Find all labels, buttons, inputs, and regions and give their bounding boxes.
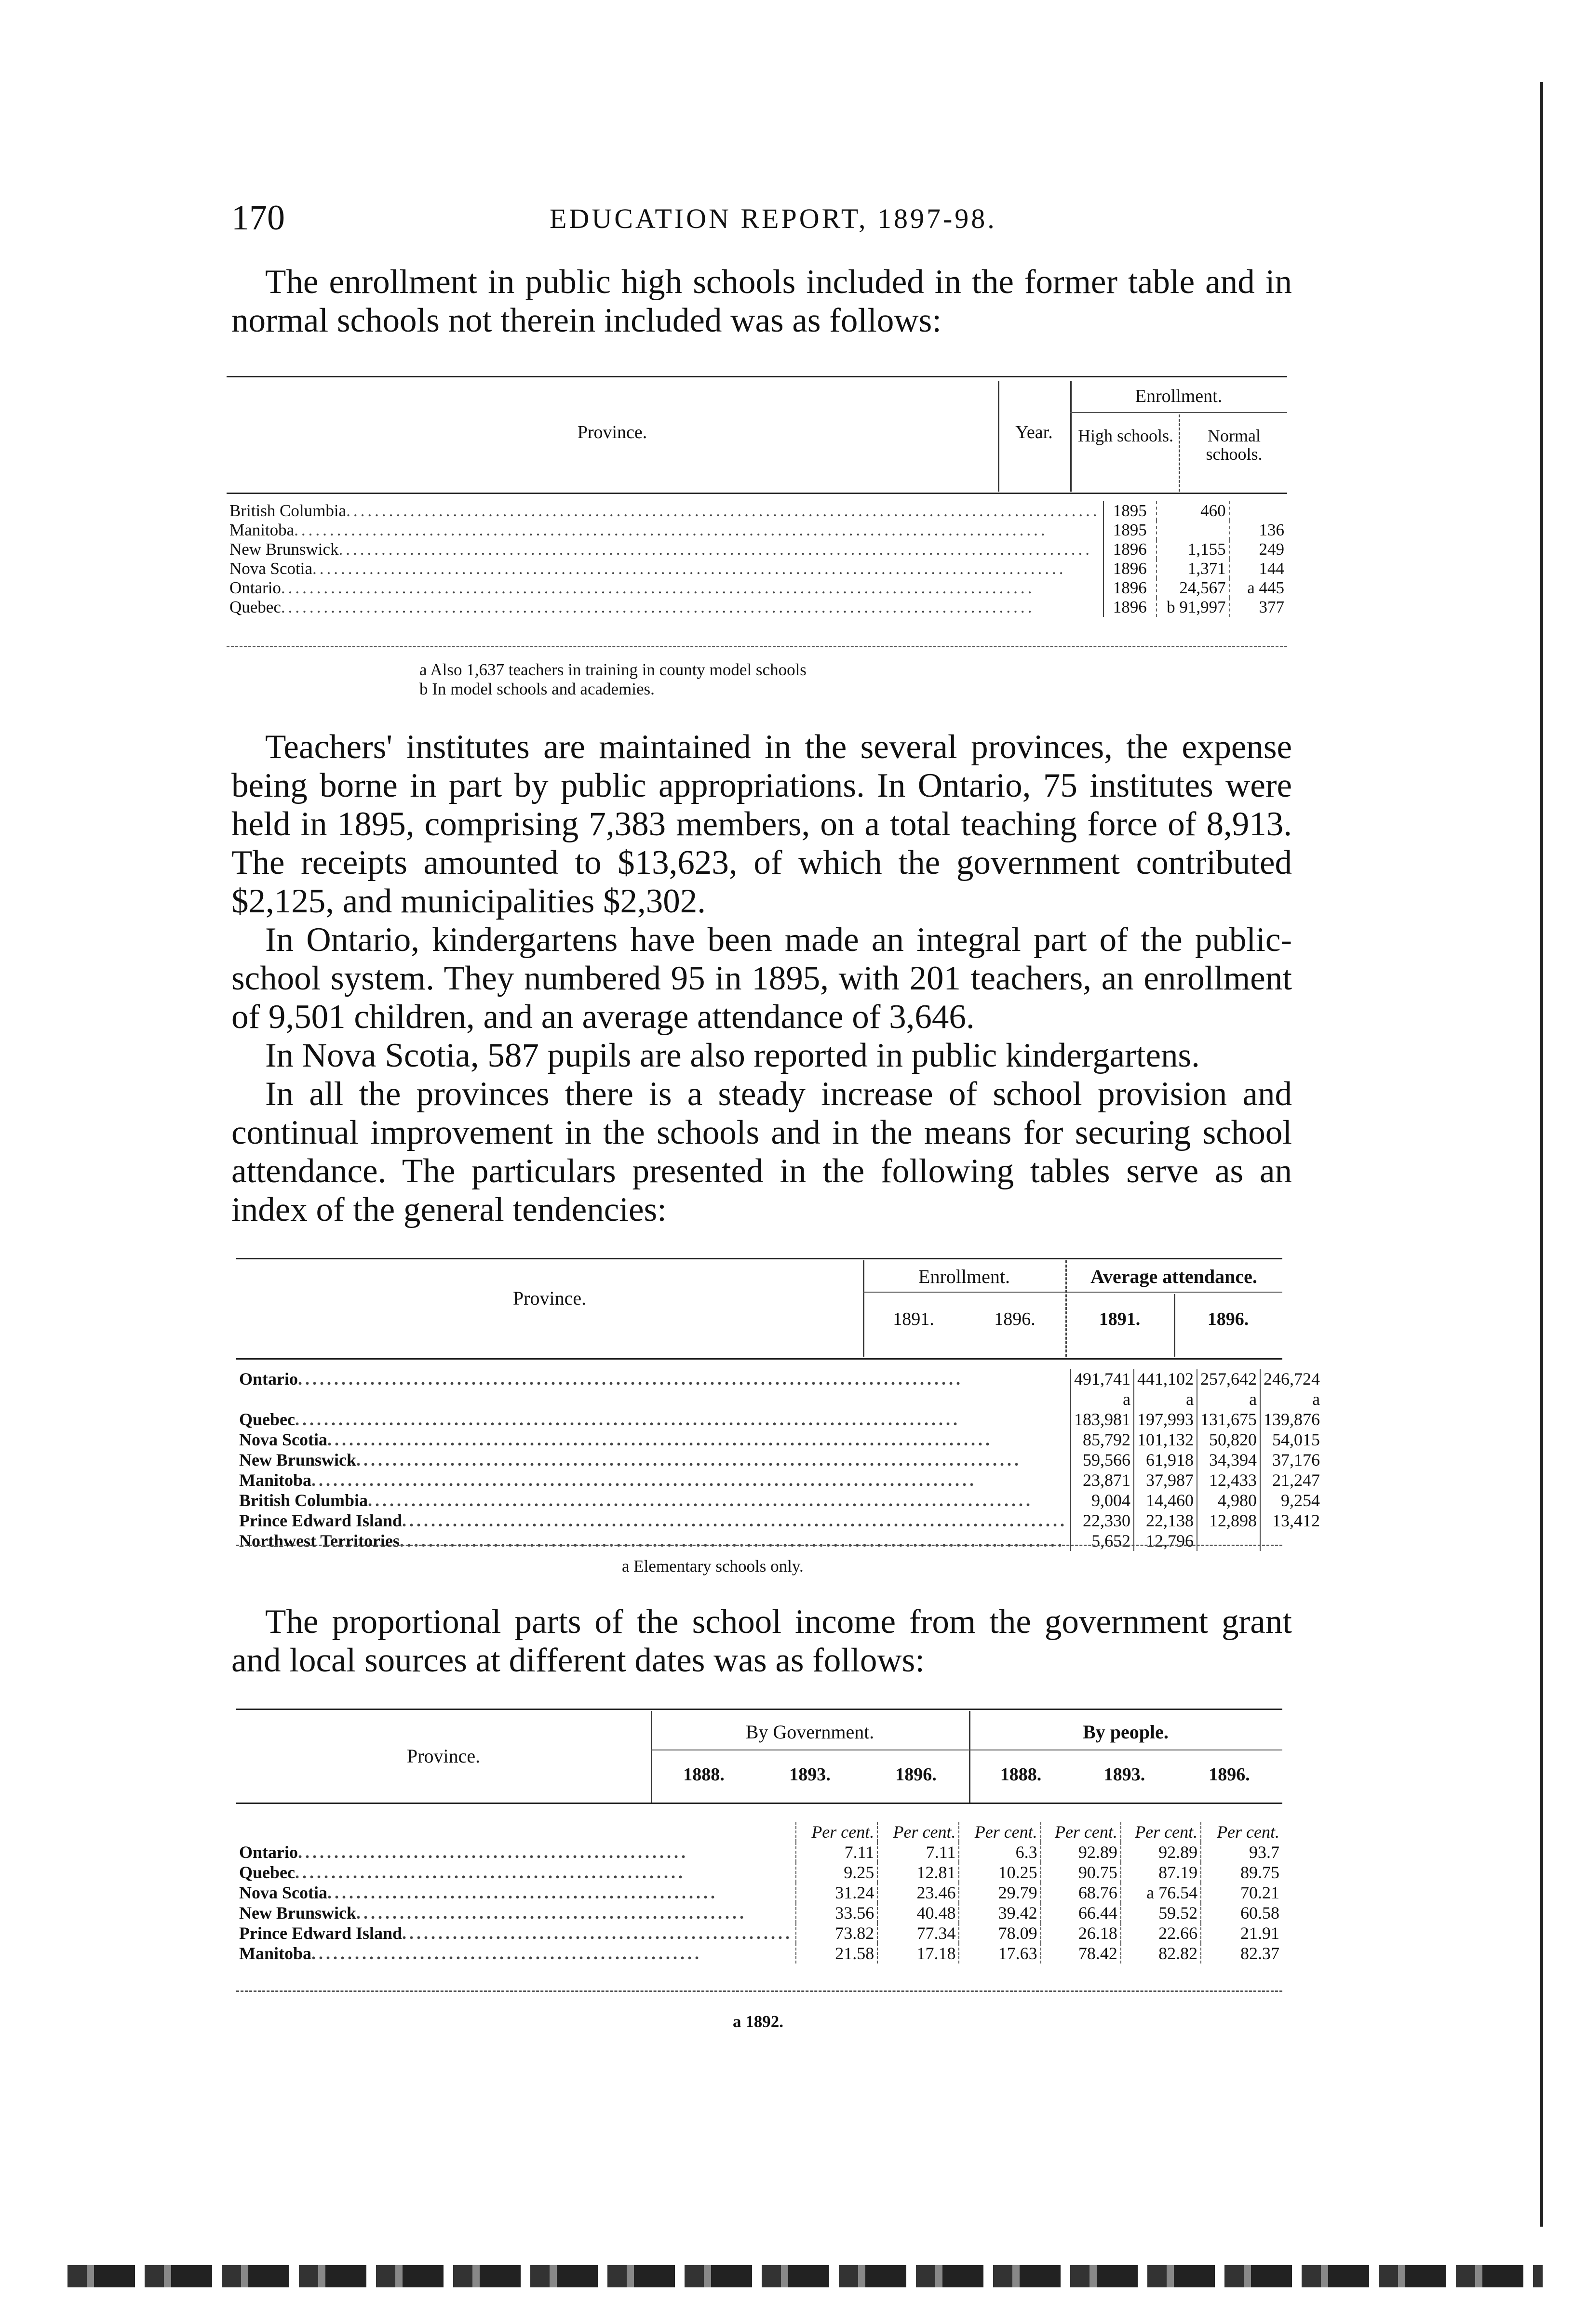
leader-dots: .......................................................................................................... — [281, 578, 1035, 597]
gov-1888-cell: 7.11 — [796, 1842, 877, 1862]
table2-header — [236, 1260, 1282, 1357]
table1-group-rule — [1070, 412, 1287, 413]
running-title: EDUCATION REPORT, 1897-98. — [550, 203, 997, 234]
gov-1896-cell: 6.3 — [959, 1842, 1040, 1862]
table2-top-rule — [236, 1258, 1282, 1259]
enroll-1896-cell: 441,102 — [1134, 1369, 1197, 1389]
year-cell: 1895 — [1103, 501, 1157, 521]
enroll-1896-cell: a 197,993 — [1134, 1389, 1197, 1429]
page-header — [231, 198, 1302, 241]
leader-dots: .......................................................................................................... — [338, 540, 1092, 559]
enroll-1896-cell: 37,987 — [1134, 1470, 1197, 1490]
paragraph-nova-scotia: In Nova Scotia, 587 pupils are also reported in public kindergartens. — [265, 1037, 1200, 1074]
province-name: Prince Edward Island — [239, 1923, 403, 1943]
year-cell: 1896 — [1103, 598, 1157, 617]
table3-header-rule — [236, 1803, 1282, 1804]
high-cell: b 91,997 — [1157, 598, 1229, 617]
high-cell: 1,371 — [1157, 559, 1229, 578]
people-1888-cell: 78.42 — [1041, 1943, 1121, 1963]
leader-dots: .......................................................................................................... — [312, 559, 1066, 578]
table1-header — [227, 381, 1287, 492]
table-row — [236, 1903, 1282, 1923]
enroll-1891-cell: 491,741 — [1071, 1369, 1134, 1389]
table-row — [236, 1531, 1323, 1551]
people-1896-cell: 21.91 — [1201, 1923, 1282, 1943]
table-row — [236, 1490, 1323, 1510]
leader-dots: ............................................................................................ — [402, 1511, 1068, 1530]
province-name: Ontario — [229, 578, 281, 597]
gov-1893-cell: 77.34 — [877, 1923, 959, 1943]
province-name: Prince Edward Island — [239, 1511, 403, 1530]
people-1896-cell: 70.21 — [1201, 1883, 1282, 1903]
gov-1888-cell: 31.24 — [796, 1883, 877, 1903]
table-row — [227, 501, 1287, 521]
table3-group-government: By Government. — [745, 1721, 874, 1743]
people-1888-cell: 26.18 — [1041, 1923, 1121, 1943]
table1-col-province: Province. — [577, 422, 647, 442]
enroll-1896-cell: 12,796 — [1134, 1531, 1197, 1551]
table3-year: 1888. — [683, 1764, 725, 1785]
gov-1893-cell: 40.48 — [877, 1903, 959, 1923]
table2-group-attendance: Average attendance. — [1090, 1266, 1257, 1287]
gov-1888-cell: 73.82 — [796, 1923, 877, 1943]
leader-dots: .......................................................................................................... — [346, 501, 1100, 520]
footnote-b: b In model schools and academies. — [419, 680, 655, 698]
normal-cell: 136 — [1229, 521, 1287, 540]
attend-1896-cell: 54,015 — [1260, 1429, 1323, 1450]
table1-body — [227, 501, 1287, 617]
table2-year: 1896. — [1207, 1309, 1249, 1329]
province-name: Ontario — [239, 1843, 298, 1862]
table1-col-year: Year. — [1015, 422, 1053, 442]
attend-1896-cell: 21,247 — [1260, 1470, 1323, 1490]
people-1893-cell: 22.66 — [1121, 1923, 1201, 1943]
high-cell: 24,567 — [1157, 578, 1229, 598]
page-number: 170 — [231, 198, 285, 238]
enroll-1896-cell: 61,918 — [1134, 1450, 1197, 1470]
table-row — [227, 521, 1287, 540]
gov-1896-cell: 29.79 — [959, 1883, 1040, 1903]
leader-dots: ...................................................... — [311, 1944, 702, 1963]
table2-group-enrollment: Enrollment. — [918, 1266, 1010, 1287]
table1-header-rule — [227, 493, 1287, 494]
people-1888-cell: 66.44 — [1041, 1903, 1121, 1923]
table1-divider — [1179, 414, 1180, 492]
enroll-1891-cell: 59,566 — [1071, 1450, 1134, 1470]
table-row — [236, 1389, 1323, 1429]
income-intro-paragraph — [231, 1603, 1292, 1680]
table3-year: 1896. — [895, 1764, 937, 1785]
year-cell: 1896 — [1103, 578, 1157, 598]
table2-group-rule — [863, 1292, 1282, 1293]
leader-dots: ............................................................................................ — [399, 1531, 1065, 1550]
leader-dots: ............................................................................................ — [298, 1369, 963, 1389]
attend-1891-cell: 34,394 — [1197, 1450, 1260, 1470]
attend-1896-cell: 13,412 — [1260, 1510, 1323, 1531]
intro-text: The enrollment in public high schools included in the former table and in normal schools not therein included was as follows: — [231, 263, 1292, 339]
gov-1888-cell: 33.56 — [796, 1903, 877, 1923]
gov-1896-cell: 39.42 — [959, 1903, 1040, 1923]
province-name: British Columbia — [229, 501, 347, 520]
scan-noise-band — [67, 2265, 1543, 2287]
leader-dots: ...................................................... — [356, 1903, 747, 1923]
body-text — [231, 728, 1292, 1229]
unit-cell: Per cent. — [877, 1822, 959, 1842]
attend-1891-cell: 50,820 — [1197, 1429, 1260, 1450]
leader-dots: ...................................................... — [295, 1863, 686, 1882]
enroll-1896-cell: 14,460 — [1134, 1490, 1197, 1510]
province-name: Nova Scotia — [239, 1430, 327, 1449]
paragraph-kindergartens: In Ontario, kindergartens have been made an integral part of the public-school system. They numbered 95 in 1895, with 201 teachers, an enrollment of 9,501 children, and an average attendance of 3,646. — [231, 921, 1292, 1036]
table2-bottom-rule — [236, 1545, 1282, 1546]
table2-year: 1891. — [1099, 1309, 1141, 1329]
enroll-1891-cell: 85,792 — [1071, 1429, 1134, 1450]
table2-body — [236, 1369, 1323, 1551]
leader-dots: ............................................................................................ — [368, 1491, 1034, 1510]
table3-year: 1896. — [1209, 1764, 1250, 1785]
province-name: New Brunswick — [229, 540, 339, 559]
enroll-1896-cell: 22,138 — [1134, 1510, 1197, 1531]
people-1896-cell: 93.7 — [1201, 1842, 1282, 1862]
table1-footnotes — [419, 660, 1143, 699]
table1-bottom-rule — [227, 646, 1287, 647]
attend-1896-cell: a 139,876 — [1260, 1389, 1323, 1429]
province-name: Quebec — [239, 1410, 295, 1429]
gov-1888-cell: 21.58 — [796, 1943, 877, 1963]
leader-dots: ...................................................... — [298, 1843, 688, 1862]
people-1888-cell: 68.76 — [1041, 1883, 1121, 1903]
people-1893-cell: a 76.54 — [1121, 1883, 1201, 1903]
normal-cell: a 445 — [1229, 578, 1287, 598]
table3-year: 1888. — [1000, 1764, 1042, 1785]
table-row — [236, 1510, 1323, 1531]
normal-cell — [1229, 501, 1287, 521]
province-name: Quebec — [229, 598, 281, 616]
footnote-a: a Also 1,637 teachers in training in county model schools — [419, 660, 807, 679]
province-name: British Columbia — [239, 1491, 368, 1510]
people-1893-cell: 92.89 — [1121, 1842, 1201, 1862]
province-name: Manitoba — [239, 1944, 312, 1963]
attend-1896-cell: 9,254 — [1260, 1490, 1323, 1510]
intro-paragraph — [231, 263, 1292, 340]
table2-year: 1891. — [893, 1309, 934, 1329]
attend-1896-cell: 246,724 — [1260, 1369, 1323, 1389]
table1-group-enrollment: Enrollment. — [1135, 386, 1223, 406]
year-cell: 1895 — [1103, 521, 1157, 540]
table-row — [227, 578, 1287, 598]
table-row — [227, 598, 1287, 617]
enroll-1896-cell: 101,132 — [1134, 1429, 1197, 1450]
leader-dots: ............................................................................................ — [356, 1450, 1022, 1469]
unit-cell: Per cent. — [1201, 1822, 1282, 1842]
income-intro-text: The proportional parts of the school income from the government grant and local sources at different dates was as follows: — [231, 1603, 1292, 1679]
attend-1896-cell: 37,176 — [1260, 1450, 1323, 1470]
gov-1888-cell: 9.25 — [796, 1862, 877, 1883]
table3-year: 1893. — [1103, 1764, 1145, 1785]
leader-dots: .......................................................................................................... — [294, 521, 1048, 539]
people-1896-cell: 82.37 — [1201, 1943, 1282, 1963]
gov-1893-cell: 12.81 — [877, 1862, 959, 1883]
leader-dots: ............................................................................................ — [295, 1410, 960, 1429]
province-name: Manitoba — [229, 521, 295, 539]
high-cell — [1157, 521, 1229, 540]
table-row — [227, 559, 1287, 578]
table-row — [236, 1369, 1323, 1389]
province-name: Northwest Territories — [239, 1531, 400, 1550]
enroll-1891-cell: 9,004 — [1071, 1490, 1134, 1510]
year-cell: 1896 — [1103, 540, 1157, 559]
table2-header-rule — [236, 1358, 1282, 1360]
people-1888-cell: 90.75 — [1041, 1862, 1121, 1883]
leader-dots: ...................................................... — [327, 1883, 718, 1902]
attend-1891-cell: 4,980 — [1197, 1490, 1260, 1510]
table1-col-normal: Normal schools. — [1206, 426, 1263, 464]
year-cell: 1896 — [1103, 559, 1157, 578]
people-1893-cell: 87.19 — [1121, 1862, 1201, 1883]
province-name: Ontario — [239, 1369, 298, 1389]
table3-header — [236, 1711, 1282, 1803]
people-1893-cell: 82.82 — [1121, 1943, 1201, 1963]
attend-1891-cell: 12,433 — [1197, 1470, 1260, 1490]
table-row — [236, 1883, 1282, 1903]
table1-col-high: High schools. — [1078, 426, 1173, 445]
province-name: New Brunswick — [239, 1450, 357, 1469]
unit-cell: Per cent. — [1121, 1822, 1201, 1842]
binding-edge-line — [1540, 82, 1543, 2227]
table1-top-rule — [227, 376, 1287, 377]
people-1896-cell: 89.75 — [1201, 1862, 1282, 1883]
table-row — [227, 540, 1287, 559]
province-name: Nova Scotia — [239, 1883, 327, 1902]
normal-cell: 249 — [1229, 540, 1287, 559]
gov-1896-cell: 17.63 — [959, 1943, 1040, 1963]
leader-dots: ............................................................................................ — [327, 1430, 993, 1449]
table3-group-people: By people. — [1083, 1721, 1169, 1743]
unit-cell: Per cent. — [796, 1822, 877, 1842]
table-row — [236, 1943, 1282, 1963]
gov-1893-cell: 17.18 — [877, 1943, 959, 1963]
people-1888-cell: 92.89 — [1041, 1842, 1121, 1862]
province-name: Nova Scotia — [229, 559, 313, 578]
enroll-1891-cell: 5,652 — [1071, 1531, 1134, 1551]
attend-1891-cell: 12,898 — [1197, 1510, 1260, 1531]
people-1896-cell: 60.58 — [1201, 1903, 1282, 1923]
table-row — [236, 1842, 1282, 1862]
people-1893-cell: 59.52 — [1121, 1903, 1201, 1923]
table3-year: 1893. — [789, 1764, 831, 1785]
table3-col-province: Province. — [406, 1745, 481, 1767]
unit-row — [236, 1822, 1282, 1842]
enroll-1891-cell: 23,871 — [1071, 1470, 1134, 1490]
enroll-1891-cell: a 183,981 — [1071, 1389, 1134, 1429]
attend-1896-cell — [1260, 1531, 1323, 1551]
attend-1891-cell — [1197, 1531, 1260, 1551]
table3-footnote: a 1892. — [733, 2012, 783, 2031]
high-cell: 1,155 — [1157, 540, 1229, 559]
gov-1893-cell: 7.11 — [877, 1842, 959, 1862]
table-row — [236, 1429, 1323, 1450]
leader-dots: ............................................................................................ — [311, 1470, 977, 1490]
leader-dots: ...................................................... — [402, 1923, 793, 1943]
gov-1893-cell: 23.46 — [877, 1883, 959, 1903]
table-row — [236, 1470, 1323, 1490]
normal-cell: 377 — [1229, 598, 1287, 617]
table2-year: 1896. — [994, 1309, 1036, 1329]
attend-1891-cell: 257,642 — [1197, 1369, 1260, 1389]
table2-footnote: a Elementary schools only. — [622, 1557, 804, 1576]
table2-col-province: Province. — [512, 1287, 587, 1309]
table3-bottom-rule — [236, 1990, 1282, 1992]
gov-1896-cell: 78.09 — [959, 1923, 1040, 1943]
table3-top-rule — [236, 1709, 1282, 1710]
table-row — [236, 1862, 1282, 1883]
province-name: Manitoba — [239, 1470, 312, 1490]
paragraph-tendencies: In all the provinces there is a steady increase of school provision and continual improvement in the schools and in the means for securing school attendance. The particulars presented in the following tables serve as an index of the general tendencies: — [231, 1075, 1292, 1229]
normal-cell: 144 — [1229, 559, 1287, 578]
table-row — [236, 1450, 1323, 1470]
attend-1891-cell: a 131,675 — [1197, 1389, 1260, 1429]
enroll-1891-cell: 22,330 — [1071, 1510, 1134, 1531]
gov-1896-cell: 10.25 — [959, 1862, 1040, 1883]
unit-cell: Per cent. — [1041, 1822, 1121, 1842]
province-name: Quebec — [239, 1863, 295, 1882]
table3-body — [236, 1822, 1282, 1963]
paragraph-institutes: Teachers' institutes are maintained in the several provinces, the expense being borne in part by public appropriations. In Ontario, 75 institutes were held in 1895, comprising 7,383 members, on a total teaching force of 8,913. The receipts amounted to $13,623, of which the government contributed $2,125, and municipalities $2,302. — [231, 728, 1292, 920]
table-row — [236, 1923, 1282, 1943]
province-name: New Brunswick — [239, 1903, 357, 1923]
high-cell: 460 — [1157, 501, 1229, 521]
leader-dots: .......................................................................................................... — [281, 598, 1035, 616]
unit-cell: Per cent. — [959, 1822, 1040, 1842]
